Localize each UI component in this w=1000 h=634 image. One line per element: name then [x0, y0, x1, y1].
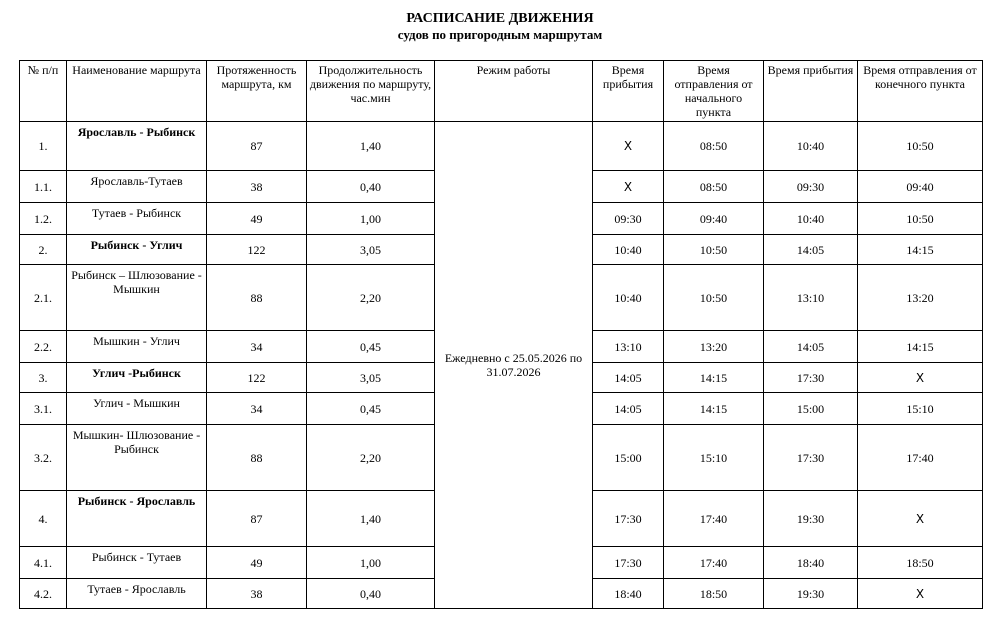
departure-start-time: 13:20: [664, 331, 764, 363]
departure-end-time: 17:40: [858, 425, 983, 491]
header-arrival-2: Время прибытия: [764, 61, 858, 122]
route-duration: 0,40: [307, 171, 435, 203]
route-name: Тутаев - Ярославль: [67, 579, 207, 609]
departure-end-time: 10:50: [858, 203, 983, 235]
route-name: Углич -Рыбинск: [67, 363, 207, 393]
route-name: Ярославль - Рыбинск: [67, 122, 207, 171]
row-number: 1.: [20, 122, 67, 171]
header-row: [20, 61, 983, 122]
route-length: 34: [207, 331, 307, 363]
route-length: 88: [207, 265, 307, 331]
departure-end-time: 14:15: [858, 235, 983, 265]
header-route-name: Наименование маршрута: [67, 61, 207, 122]
departure-end-time: 09:40: [858, 171, 983, 203]
header-departure-start: Время отправления от начального пункта: [664, 61, 764, 122]
arrival-time: Х: [593, 122, 664, 171]
departure-start-time: 09:40: [664, 203, 764, 235]
route-length: 122: [207, 235, 307, 265]
route-length: 87: [207, 491, 307, 547]
schedule-body: [20, 122, 983, 609]
departure-start-time: 14:15: [664, 363, 764, 393]
arrival-end-time: 10:40: [764, 203, 858, 235]
departure-end-time: Х: [858, 579, 983, 609]
departure-start-time: 10:50: [664, 235, 764, 265]
route-length: 122: [207, 363, 307, 393]
route-duration: 3,05: [307, 235, 435, 265]
header-length: Протяженность маршрута, км: [207, 61, 307, 122]
route-duration: 1,00: [307, 203, 435, 235]
row-number: 3.1.: [20, 393, 67, 425]
departure-start-time: 10:50: [664, 265, 764, 331]
departure-end-time: Х: [858, 491, 983, 547]
departure-end-time: Х: [858, 363, 983, 393]
document-title: РАСПИСАНИЕ ДВИЖЕНИЯ: [406, 11, 594, 26]
arrival-end-time: 13:10: [764, 265, 858, 331]
row-number: 4.: [20, 491, 67, 547]
arrival-time: 10:40: [593, 235, 664, 265]
route-length: 88: [207, 425, 307, 491]
route-name: Углич - Мышкин: [67, 393, 207, 425]
arrival-end-time: 15:00: [764, 393, 858, 425]
arrival-end-time: 18:40: [764, 547, 858, 579]
route-name: Мышкин - Углич: [67, 331, 207, 363]
header-arrival-1: Время прибытия: [593, 61, 664, 122]
route-length: 34: [207, 393, 307, 425]
row-number: 2.1.: [20, 265, 67, 331]
arrival-time: 10:40: [593, 265, 664, 331]
row-number: 3.2.: [20, 425, 67, 491]
document-subtitle: судов по пригородным маршрутам: [397, 27, 603, 42]
arrival-end-time: 17:30: [764, 363, 858, 393]
arrival-time: 13:10: [593, 331, 664, 363]
header-departure-end: Время отправления от конечного пункта: [858, 61, 983, 122]
arrival-time: Х: [593, 171, 664, 203]
arrival-time: 18:40: [593, 579, 664, 609]
departure-start-time: 08:50: [664, 171, 764, 203]
arrival-time: 09:30: [593, 203, 664, 235]
departure-start-time: 08:50: [664, 122, 764, 171]
route-duration: 0,45: [307, 331, 435, 363]
arrival-time: 14:05: [593, 363, 664, 393]
arrival-end-time: 10:40: [764, 122, 858, 171]
header-duration: Продолжительность движения по маршруту, час.мин: [307, 61, 435, 122]
route-name: Рыбинск - Тутаев: [67, 547, 207, 579]
departure-end-time: 10:50: [858, 122, 983, 171]
route-length: 87: [207, 122, 307, 171]
row-number: 4.2.: [20, 579, 67, 609]
route-duration: 2,20: [307, 425, 435, 491]
departure-start-time: 14:15: [664, 393, 764, 425]
route-name: Мышкин- Шлюзование - Рыбинск: [67, 425, 207, 491]
departure-end-time: 15:10: [858, 393, 983, 425]
route-name: Тутаев - Рыбинск: [67, 203, 207, 235]
departure-end-time: 18:50: [858, 547, 983, 579]
route-duration: 1,40: [307, 491, 435, 547]
arrival-time: 17:30: [593, 547, 664, 579]
departure-end-time: 13:20: [858, 265, 983, 331]
row-number: 1.1.: [20, 171, 67, 203]
departure-start-time: 17:40: [664, 547, 764, 579]
route-name: Рыбинск - Углич: [67, 235, 207, 265]
table-row: [20, 122, 983, 171]
route-duration: 2,20: [307, 265, 435, 331]
route-duration: 0,45: [307, 393, 435, 425]
departure-start-time: 15:10: [664, 425, 764, 491]
arrival-end-time: 19:30: [764, 579, 858, 609]
arrival-end-time: 17:30: [764, 425, 858, 491]
header-number: № п/п: [20, 61, 67, 122]
operating-mode: Ежедневно с 25.05.2026 по 31.07.2026: [435, 122, 593, 609]
route-name: Рыбинск - Ярославль: [67, 491, 207, 547]
arrival-end-time: 14:05: [764, 331, 858, 363]
route-name: Рыбинск – Шлюзование - Мышкин: [67, 265, 207, 331]
arrival-time: 14:05: [593, 393, 664, 425]
arrival-time: 15:00: [593, 425, 664, 491]
arrival-end-time: 09:30: [764, 171, 858, 203]
route-length: 38: [207, 579, 307, 609]
arrival-end-time: 14:05: [764, 235, 858, 265]
route-duration: 3,05: [307, 363, 435, 393]
row-number: 4.1.: [20, 547, 67, 579]
header-mode: Режим работы: [435, 61, 593, 122]
route-length: 49: [207, 547, 307, 579]
route-duration: 1,00: [307, 547, 435, 579]
route-name: Ярославль-Тутаев: [67, 171, 207, 203]
row-number: 3.: [20, 363, 67, 393]
route-duration: 1,40: [307, 122, 435, 171]
route-length: 38: [207, 171, 307, 203]
arrival-time: 17:30: [593, 491, 664, 547]
row-number: 2.2.: [20, 331, 67, 363]
arrival-end-time: 19:30: [764, 491, 858, 547]
row-number: 1.2.: [20, 203, 67, 235]
route-length: 49: [207, 203, 307, 235]
departure-start-time: 17:40: [664, 491, 764, 547]
departure-end-time: 14:15: [858, 331, 983, 363]
schedule-table: [19, 60, 983, 609]
departure-start-time: 18:50: [664, 579, 764, 609]
row-number: 2.: [20, 235, 67, 265]
route-duration: 0,40: [307, 579, 435, 609]
